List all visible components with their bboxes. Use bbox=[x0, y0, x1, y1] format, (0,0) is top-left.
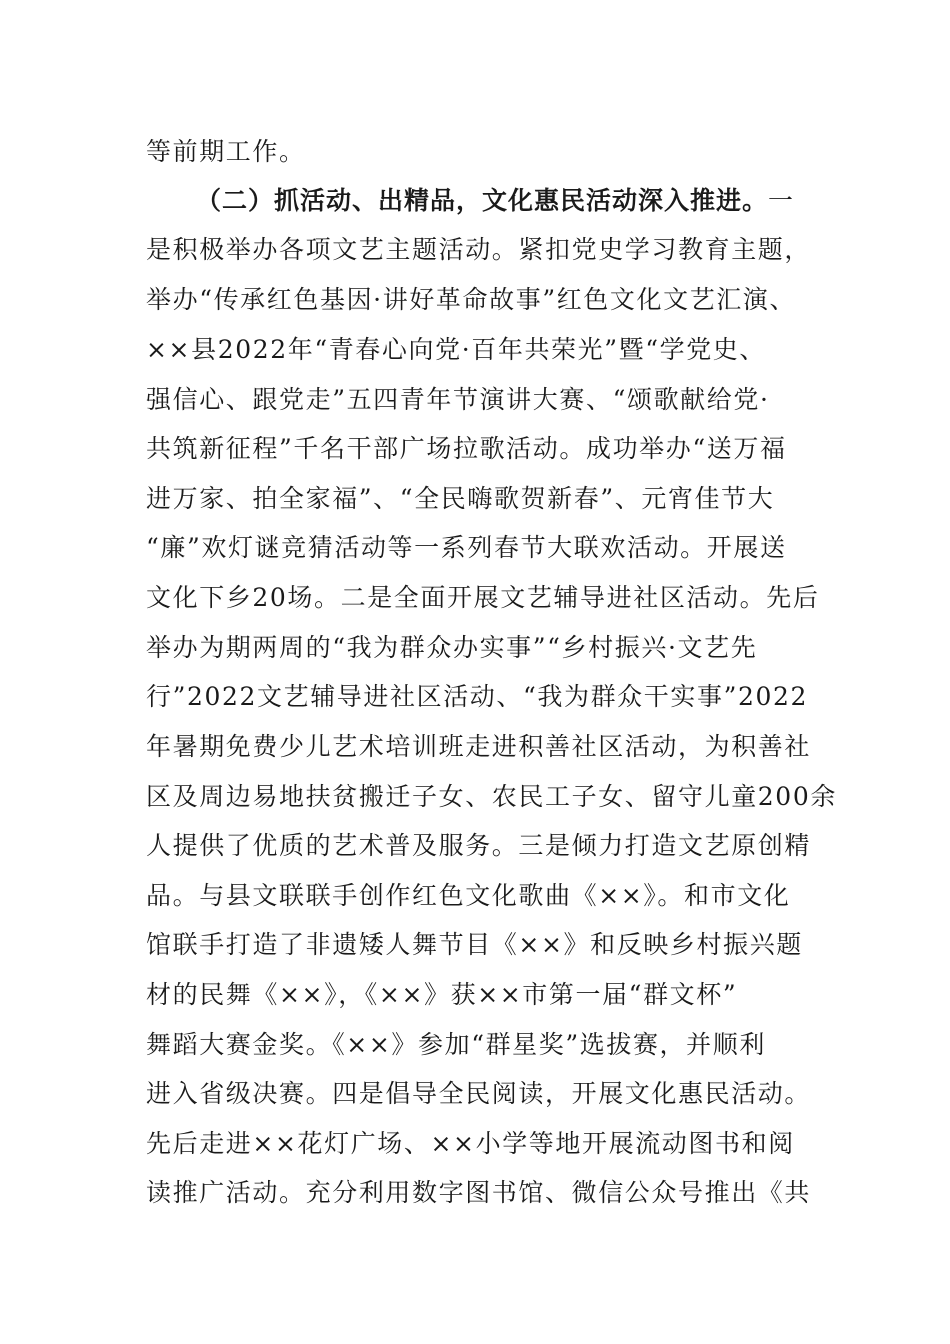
paragraph-line: 进入省级决赛。四是倡导全民阅读，开展文化惠民活动。 bbox=[146, 1079, 812, 1108]
paragraph-line: 年暑期免费少儿艺术培训班走进积善社区活动，为积善社 bbox=[146, 732, 812, 761]
paragraph-line: 进万家、拍全家福”、“全民嗨歌贺新春”、元宵佳节大 bbox=[146, 484, 775, 513]
paragraph-line: 馆联手打造了非遗矮人舞节目《××》和反映乡村振兴题 bbox=[146, 930, 803, 959]
paragraph-line: “廉”欢灯谜竞猜活动等一系列春节大联欢活动。开展送 bbox=[146, 533, 787, 562]
paragraph-line: 舞蹈大赛金奖。《××》参加“群星奖”选拔赛，并顺利 bbox=[146, 1030, 766, 1059]
paragraph-line: 材的民舞《××》，《××》获××市第一届“群文杯” bbox=[146, 980, 738, 1009]
paragraph-line: 举办为期两周的“我为群众办实事”“乡村振兴·文艺先 bbox=[146, 633, 758, 662]
paragraph-line: 举办“传承红色基因·讲好革命故事”红色文化文艺汇演、 bbox=[146, 285, 797, 314]
paragraph-line: 读推广活动。充分利用数字图书馆、微信公众号推出《共 bbox=[146, 1178, 812, 1207]
paragraph-line: 强信心、跟党走”五四青年节演讲大赛、“颂歌献给党· bbox=[146, 385, 770, 414]
paragraph-line: 先后走进××花灯广场、××小学等地开展流动图书和阅 bbox=[146, 1129, 795, 1158]
paragraph-line: 文化下乡20场。二是全面开展文艺辅导进社区活动。先后 bbox=[146, 583, 820, 612]
section-heading-line bbox=[196, 183, 896, 219]
paragraph-line: ××县2022年“青春心向党·百年共荣光”暨“学党史、 bbox=[146, 335, 767, 364]
paragraph-line: 人提供了优质的艺术普及服务。三是倾力打造文艺原创精 bbox=[146, 831, 812, 860]
paragraph-line: 共筑新征程”千名干部广场拉歌活动。成功举办“送万福 bbox=[146, 434, 787, 463]
paragraph-line: 区及周边易地扶贫搬迁子女、农民工子女、留守儿童200余 bbox=[146, 782, 837, 811]
section-heading: （二）抓活动、出精品，文化惠民活动深入推进。 bbox=[196, 186, 769, 215]
heading-tail-text: 一 bbox=[768, 186, 795, 215]
paragraph-line: 是积极举办各项文艺主题活动。紧扣党史学习教育主题， bbox=[146, 235, 812, 264]
paragraph-line: 品。与县文联联手创作红色文化歌曲《××》。和市文化 bbox=[146, 881, 791, 910]
paragraph-line: 行”2022文艺辅导进社区活动、“我为群众干实事”2022 bbox=[146, 682, 808, 711]
paragraph-line: 等前期工作。 bbox=[146, 137, 306, 166]
